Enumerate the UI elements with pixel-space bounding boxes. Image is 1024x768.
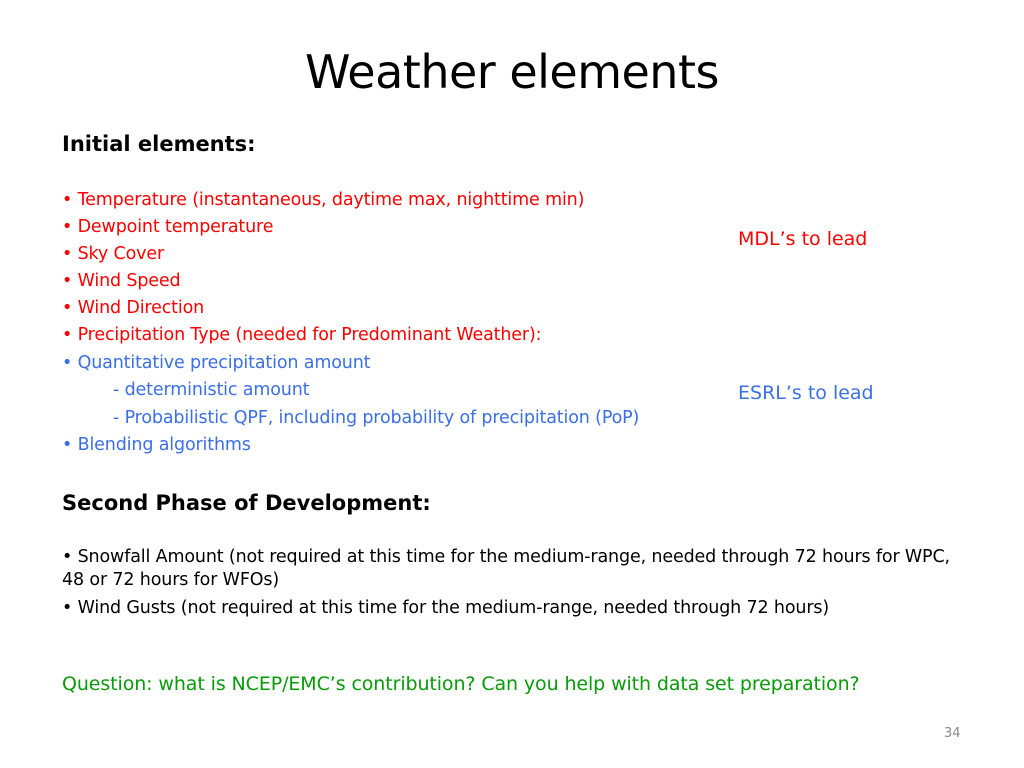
esrl-lead-note: ESRL’s to lead xyxy=(738,382,874,404)
list-item-precipitation-type: • Precipitation Type (needed for Predominant Weather): xyxy=(62,325,542,345)
list-item-dewpoint: • Dewpoint temperature xyxy=(62,217,274,237)
sub-item-deterministic: - deterministic amount xyxy=(113,380,310,400)
list-item-wind-speed: • Wind Speed xyxy=(62,271,181,291)
list-item-snowfall: • Snowfall Amount (not required at this time for the medium-range, needed through 72 hours for WPC, 48 or 72 hours for WFOs) xyxy=(62,547,950,590)
mdl-lead-note: MDL’s to lead xyxy=(738,228,868,250)
list-item-wind-gusts: • Wind Gusts (not required at this time for the medium-range, needed through 72 hours) xyxy=(62,598,830,618)
slide-title: Weather elements xyxy=(305,45,719,99)
list-item-qpf: • Quantitative precipitation amount xyxy=(62,353,371,373)
second-phase-heading: Second Phase of Development: xyxy=(62,491,431,515)
question-text: Question: what is NCEP/EMC’s contribution? Can you help with data set preparation? xyxy=(62,673,860,695)
page-number: 34 xyxy=(944,726,961,741)
list-item-blending: • Blending algorithms xyxy=(62,435,251,455)
initial-elements-heading: Initial elements: xyxy=(62,132,256,156)
list-item-temperature: • Temperature (instantaneous, daytime max, nighttime min) xyxy=(62,190,585,210)
list-item-sky-cover: • Sky Cover xyxy=(62,244,165,264)
sub-item-probabilistic-qpf: - Probabilistic QPF, including probability of precipitation (PoP) xyxy=(113,408,640,428)
list-item-wind-direction: • Wind Direction xyxy=(62,298,205,318)
